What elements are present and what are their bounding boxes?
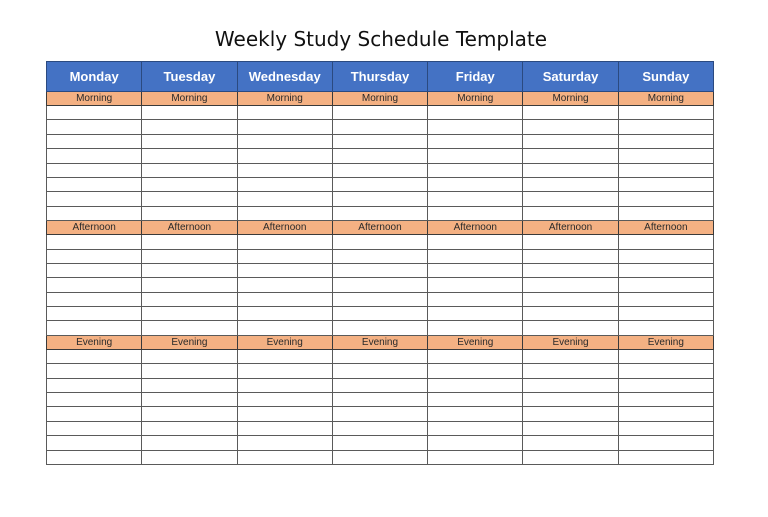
schedule-cell[interactable] bbox=[618, 177, 713, 191]
schedule-body bbox=[47, 92, 714, 465]
schedule-cell[interactable] bbox=[332, 364, 427, 378]
schedule-cell[interactable] bbox=[523, 321, 618, 335]
schedule-cell[interactable] bbox=[47, 235, 142, 249]
schedule-cell[interactable] bbox=[237, 106, 332, 120]
schedule-cell[interactable] bbox=[523, 407, 618, 421]
schedule-cell[interactable] bbox=[618, 278, 713, 292]
schedule-cell[interactable] bbox=[332, 278, 427, 292]
schedule-cell[interactable] bbox=[237, 192, 332, 206]
schedule-cell[interactable] bbox=[142, 421, 237, 435]
period-label-morning-saturday: Morning bbox=[523, 92, 618, 106]
schedule-cell[interactable] bbox=[47, 192, 142, 206]
schedule-cell[interactable] bbox=[142, 450, 237, 464]
schedule-cell[interactable] bbox=[332, 349, 427, 363]
schedule-cell[interactable] bbox=[142, 349, 237, 363]
period-label-evening-thursday: Evening bbox=[332, 335, 427, 349]
schedule-cell[interactable] bbox=[332, 235, 427, 249]
schedule-cell[interactable] bbox=[142, 292, 237, 306]
schedule-cell[interactable] bbox=[47, 278, 142, 292]
schedule-cell[interactable] bbox=[142, 263, 237, 277]
schedule-row bbox=[47, 321, 714, 335]
schedule-cell[interactable] bbox=[47, 292, 142, 306]
schedule-cell[interactable] bbox=[142, 206, 237, 220]
schedule-cell[interactable] bbox=[523, 393, 618, 407]
schedule-cell[interactable] bbox=[428, 263, 523, 277]
schedule-cell[interactable] bbox=[332, 249, 427, 263]
schedule-cell[interactable] bbox=[142, 278, 237, 292]
schedule-cell[interactable] bbox=[332, 421, 427, 435]
schedule-cell[interactable] bbox=[332, 120, 427, 134]
schedule-cell[interactable] bbox=[523, 206, 618, 220]
schedule-cell[interactable] bbox=[47, 263, 142, 277]
schedule-cell[interactable] bbox=[237, 307, 332, 321]
schedule-row bbox=[47, 249, 714, 263]
schedule-cell[interactable] bbox=[237, 349, 332, 363]
schedule-cell[interactable] bbox=[428, 393, 523, 407]
schedule-cell[interactable] bbox=[618, 134, 713, 148]
schedule-cell[interactable] bbox=[428, 436, 523, 450]
day-header-tuesday: Tuesday bbox=[142, 62, 237, 92]
schedule-cell[interactable] bbox=[142, 163, 237, 177]
schedule-cell[interactable] bbox=[332, 149, 427, 163]
schedule-cell[interactable] bbox=[618, 149, 713, 163]
period-label-morning-tuesday: Morning bbox=[142, 92, 237, 106]
schedule-cell[interactable] bbox=[237, 421, 332, 435]
schedule-row bbox=[47, 421, 714, 435]
schedule-row bbox=[47, 393, 714, 407]
schedule-cell[interactable] bbox=[47, 421, 142, 435]
schedule-cell[interactable] bbox=[142, 177, 237, 191]
period-header-row-morning bbox=[47, 92, 714, 106]
schedule-cell[interactable] bbox=[47, 206, 142, 220]
period-label-evening-sunday: Evening bbox=[618, 335, 713, 349]
period-label-morning-monday: Morning bbox=[47, 92, 142, 106]
page-title: Weekly Study Schedule Template bbox=[214, 27, 548, 51]
schedule-cell[interactable] bbox=[428, 364, 523, 378]
schedule-cell[interactable] bbox=[428, 407, 523, 421]
schedule-cell[interactable] bbox=[332, 307, 427, 321]
schedule-cell[interactable] bbox=[332, 177, 427, 191]
schedule-cell[interactable] bbox=[332, 393, 427, 407]
schedule-cell[interactable] bbox=[47, 120, 142, 134]
schedule-row bbox=[47, 134, 714, 148]
schedule-cell[interactable] bbox=[47, 106, 142, 120]
schedule-cell[interactable] bbox=[428, 349, 523, 363]
schedule-cell[interactable] bbox=[523, 149, 618, 163]
schedule-cell[interactable] bbox=[237, 407, 332, 421]
schedule-cell[interactable] bbox=[523, 235, 618, 249]
schedule-row bbox=[47, 292, 714, 306]
schedule-cell[interactable] bbox=[523, 349, 618, 363]
schedule-cell[interactable] bbox=[237, 206, 332, 220]
schedule-row bbox=[47, 349, 714, 363]
schedule-cell[interactable] bbox=[332, 321, 427, 335]
period-label-afternoon-tuesday: Afternoon bbox=[142, 221, 237, 235]
schedule-cell[interactable] bbox=[618, 307, 713, 321]
schedule-cell[interactable] bbox=[47, 321, 142, 335]
schedule-cell[interactable] bbox=[142, 249, 237, 263]
schedule-cell[interactable] bbox=[47, 436, 142, 450]
schedule-cell[interactable] bbox=[142, 307, 237, 321]
schedule-cell[interactable] bbox=[237, 278, 332, 292]
day-header-sunday: Sunday bbox=[618, 62, 713, 92]
schedule-cell[interactable] bbox=[618, 421, 713, 435]
schedule-cell[interactable] bbox=[142, 321, 237, 335]
schedule-cell[interactable] bbox=[237, 292, 332, 306]
schedule-cell[interactable] bbox=[618, 235, 713, 249]
schedule-cell[interactable] bbox=[142, 407, 237, 421]
schedule-row bbox=[47, 436, 714, 450]
schedule-cell[interactable] bbox=[47, 177, 142, 191]
schedule-cell[interactable] bbox=[237, 177, 332, 191]
schedule-cell[interactable] bbox=[428, 235, 523, 249]
schedule-cell[interactable] bbox=[523, 177, 618, 191]
schedule-cell[interactable] bbox=[237, 393, 332, 407]
schedule-row bbox=[47, 407, 714, 421]
period-label-morning-sunday: Morning bbox=[618, 92, 713, 106]
schedule-cell[interactable] bbox=[523, 421, 618, 435]
schedule-cell[interactable] bbox=[523, 192, 618, 206]
schedule-cell[interactable] bbox=[618, 349, 713, 363]
schedule-row bbox=[47, 378, 714, 392]
period-header-row-evening bbox=[47, 335, 714, 349]
schedule-cell[interactable] bbox=[523, 106, 618, 120]
period-label-evening-saturday: Evening bbox=[523, 335, 618, 349]
schedule-cell[interactable] bbox=[618, 263, 713, 277]
period-label-evening-wednesday: Evening bbox=[237, 335, 332, 349]
schedule-cell[interactable] bbox=[523, 120, 618, 134]
schedule-cell[interactable] bbox=[237, 364, 332, 378]
schedule-cell[interactable] bbox=[237, 378, 332, 392]
period-label-evening-tuesday: Evening bbox=[142, 335, 237, 349]
schedule-cell[interactable] bbox=[332, 378, 427, 392]
schedule-cell[interactable] bbox=[428, 278, 523, 292]
schedule-cell[interactable] bbox=[618, 106, 713, 120]
period-label-evening-friday: Evening bbox=[428, 335, 523, 349]
schedule-cell[interactable] bbox=[332, 134, 427, 148]
schedule-cell[interactable] bbox=[618, 292, 713, 306]
schedule-cell[interactable] bbox=[428, 163, 523, 177]
schedule-cell[interactable] bbox=[428, 120, 523, 134]
schedule-cell[interactable] bbox=[237, 450, 332, 464]
schedule-cell[interactable] bbox=[618, 120, 713, 134]
schedule-cell[interactable] bbox=[618, 206, 713, 220]
schedule-row bbox=[47, 163, 714, 177]
schedule-cell[interactable] bbox=[237, 436, 332, 450]
period-header-row-afternoon bbox=[47, 221, 714, 235]
schedule-cell[interactable] bbox=[47, 378, 142, 392]
schedule-cell[interactable] bbox=[332, 192, 427, 206]
schedule-cell[interactable] bbox=[428, 378, 523, 392]
schedule-cell[interactable] bbox=[428, 134, 523, 148]
schedule-cell[interactable] bbox=[142, 149, 237, 163]
schedule-cell[interactable] bbox=[332, 163, 427, 177]
schedule-row bbox=[47, 263, 714, 277]
schedule-cell[interactable] bbox=[618, 436, 713, 450]
schedule-cell[interactable] bbox=[237, 134, 332, 148]
schedule-cell[interactable] bbox=[523, 292, 618, 306]
schedule-cell[interactable] bbox=[332, 450, 427, 464]
schedule-cell[interactable] bbox=[237, 263, 332, 277]
schedule-cell[interactable] bbox=[523, 436, 618, 450]
schedule-row bbox=[47, 192, 714, 206]
schedule-row bbox=[47, 278, 714, 292]
schedule-cell[interactable] bbox=[428, 192, 523, 206]
period-label-afternoon-wednesday: Afternoon bbox=[237, 221, 332, 235]
schedule-cell[interactable] bbox=[47, 149, 142, 163]
schedule-cell[interactable] bbox=[428, 249, 523, 263]
schedule-cell[interactable] bbox=[618, 321, 713, 335]
schedule-cell[interactable] bbox=[332, 106, 427, 120]
schedule-cell[interactable] bbox=[142, 235, 237, 249]
schedule-cell[interactable] bbox=[332, 292, 427, 306]
period-label-afternoon-thursday: Afternoon bbox=[332, 221, 427, 235]
schedule-cell[interactable] bbox=[618, 249, 713, 263]
schedule-row bbox=[47, 149, 714, 163]
schedule-cell[interactable] bbox=[428, 106, 523, 120]
schedule-cell[interactable] bbox=[47, 134, 142, 148]
schedule-row bbox=[47, 235, 714, 249]
period-label-afternoon-sunday: Afternoon bbox=[618, 221, 713, 235]
schedule-row bbox=[47, 177, 714, 191]
schedule-cell[interactable] bbox=[237, 163, 332, 177]
schedule-table bbox=[46, 61, 714, 465]
schedule-row bbox=[47, 206, 714, 220]
schedule-cell[interactable] bbox=[142, 378, 237, 392]
schedule-cell[interactable] bbox=[47, 407, 142, 421]
period-label-afternoon-monday: Afternoon bbox=[47, 221, 142, 235]
schedule-cell[interactable] bbox=[428, 321, 523, 335]
period-label-afternoon-saturday: Afternoon bbox=[523, 221, 618, 235]
schedule-cell[interactable] bbox=[142, 436, 237, 450]
schedule-cell[interactable] bbox=[428, 450, 523, 464]
schedule-cell[interactable] bbox=[523, 263, 618, 277]
schedule-cell[interactable] bbox=[618, 407, 713, 421]
period-label-evening-monday: Evening bbox=[47, 335, 142, 349]
schedule-row bbox=[47, 307, 714, 321]
day-header-row bbox=[47, 62, 714, 92]
schedule-cell[interactable] bbox=[47, 307, 142, 321]
period-label-morning-thursday: Morning bbox=[332, 92, 427, 106]
period-label-afternoon-friday: Afternoon bbox=[428, 221, 523, 235]
schedule-cell[interactable] bbox=[523, 307, 618, 321]
schedule-cell[interactable] bbox=[237, 120, 332, 134]
schedule-cell[interactable] bbox=[142, 106, 237, 120]
schedule-cell[interactable] bbox=[332, 263, 427, 277]
day-header-monday: Monday bbox=[47, 62, 142, 92]
day-header-saturday: Saturday bbox=[523, 62, 618, 92]
schedule-cell[interactable] bbox=[237, 249, 332, 263]
period-label-morning-wednesday: Morning bbox=[237, 92, 332, 106]
schedule-cell[interactable] bbox=[618, 192, 713, 206]
schedule-cell[interactable] bbox=[142, 134, 237, 148]
schedule-cell[interactable] bbox=[47, 163, 142, 177]
schedule-cell[interactable] bbox=[618, 393, 713, 407]
schedule-cell[interactable] bbox=[523, 450, 618, 464]
schedule-cell[interactable] bbox=[523, 364, 618, 378]
schedule-cell[interactable] bbox=[618, 364, 713, 378]
schedule-cell[interactable] bbox=[332, 436, 427, 450]
schedule-cell[interactable] bbox=[428, 177, 523, 191]
day-header-wednesday: Wednesday bbox=[237, 62, 332, 92]
schedule-cell[interactable] bbox=[142, 120, 237, 134]
schedule-cell[interactable] bbox=[47, 364, 142, 378]
schedule-cell[interactable] bbox=[523, 163, 618, 177]
schedule-cell[interactable] bbox=[47, 393, 142, 407]
schedule-cell[interactable] bbox=[237, 321, 332, 335]
schedule-cell[interactable] bbox=[618, 450, 713, 464]
schedule-cell[interactable] bbox=[523, 134, 618, 148]
schedule-cell[interactable] bbox=[47, 450, 142, 464]
schedule-row bbox=[47, 364, 714, 378]
schedule-cell[interactable] bbox=[142, 192, 237, 206]
schedule-row bbox=[47, 106, 714, 120]
period-label-morning-friday: Morning bbox=[428, 92, 523, 106]
schedule-cell[interactable] bbox=[332, 407, 427, 421]
schedule-cell[interactable] bbox=[237, 149, 332, 163]
schedule-cell[interactable] bbox=[332, 206, 427, 220]
day-header-friday: Friday bbox=[428, 62, 523, 92]
schedule-row bbox=[47, 450, 714, 464]
schedule-cell[interactable] bbox=[618, 163, 713, 177]
schedule-cell[interactable] bbox=[618, 378, 713, 392]
schedule-cell[interactable] bbox=[523, 249, 618, 263]
schedule-cell[interactable] bbox=[428, 206, 523, 220]
schedule-cell[interactable] bbox=[142, 393, 237, 407]
schedule-row bbox=[47, 120, 714, 134]
schedule-cell[interactable] bbox=[142, 364, 237, 378]
schedule-cell[interactable] bbox=[428, 149, 523, 163]
day-header-thursday: Thursday bbox=[332, 62, 427, 92]
schedule-cell[interactable] bbox=[428, 421, 523, 435]
schedule-cell[interactable] bbox=[523, 378, 618, 392]
schedule-cell[interactable] bbox=[428, 292, 523, 306]
schedule-cell[interactable] bbox=[523, 278, 618, 292]
schedule-cell[interactable] bbox=[428, 307, 523, 321]
schedule-cell[interactable] bbox=[237, 235, 332, 249]
schedule-cell[interactable] bbox=[47, 349, 142, 363]
schedule-cell[interactable] bbox=[47, 249, 142, 263]
